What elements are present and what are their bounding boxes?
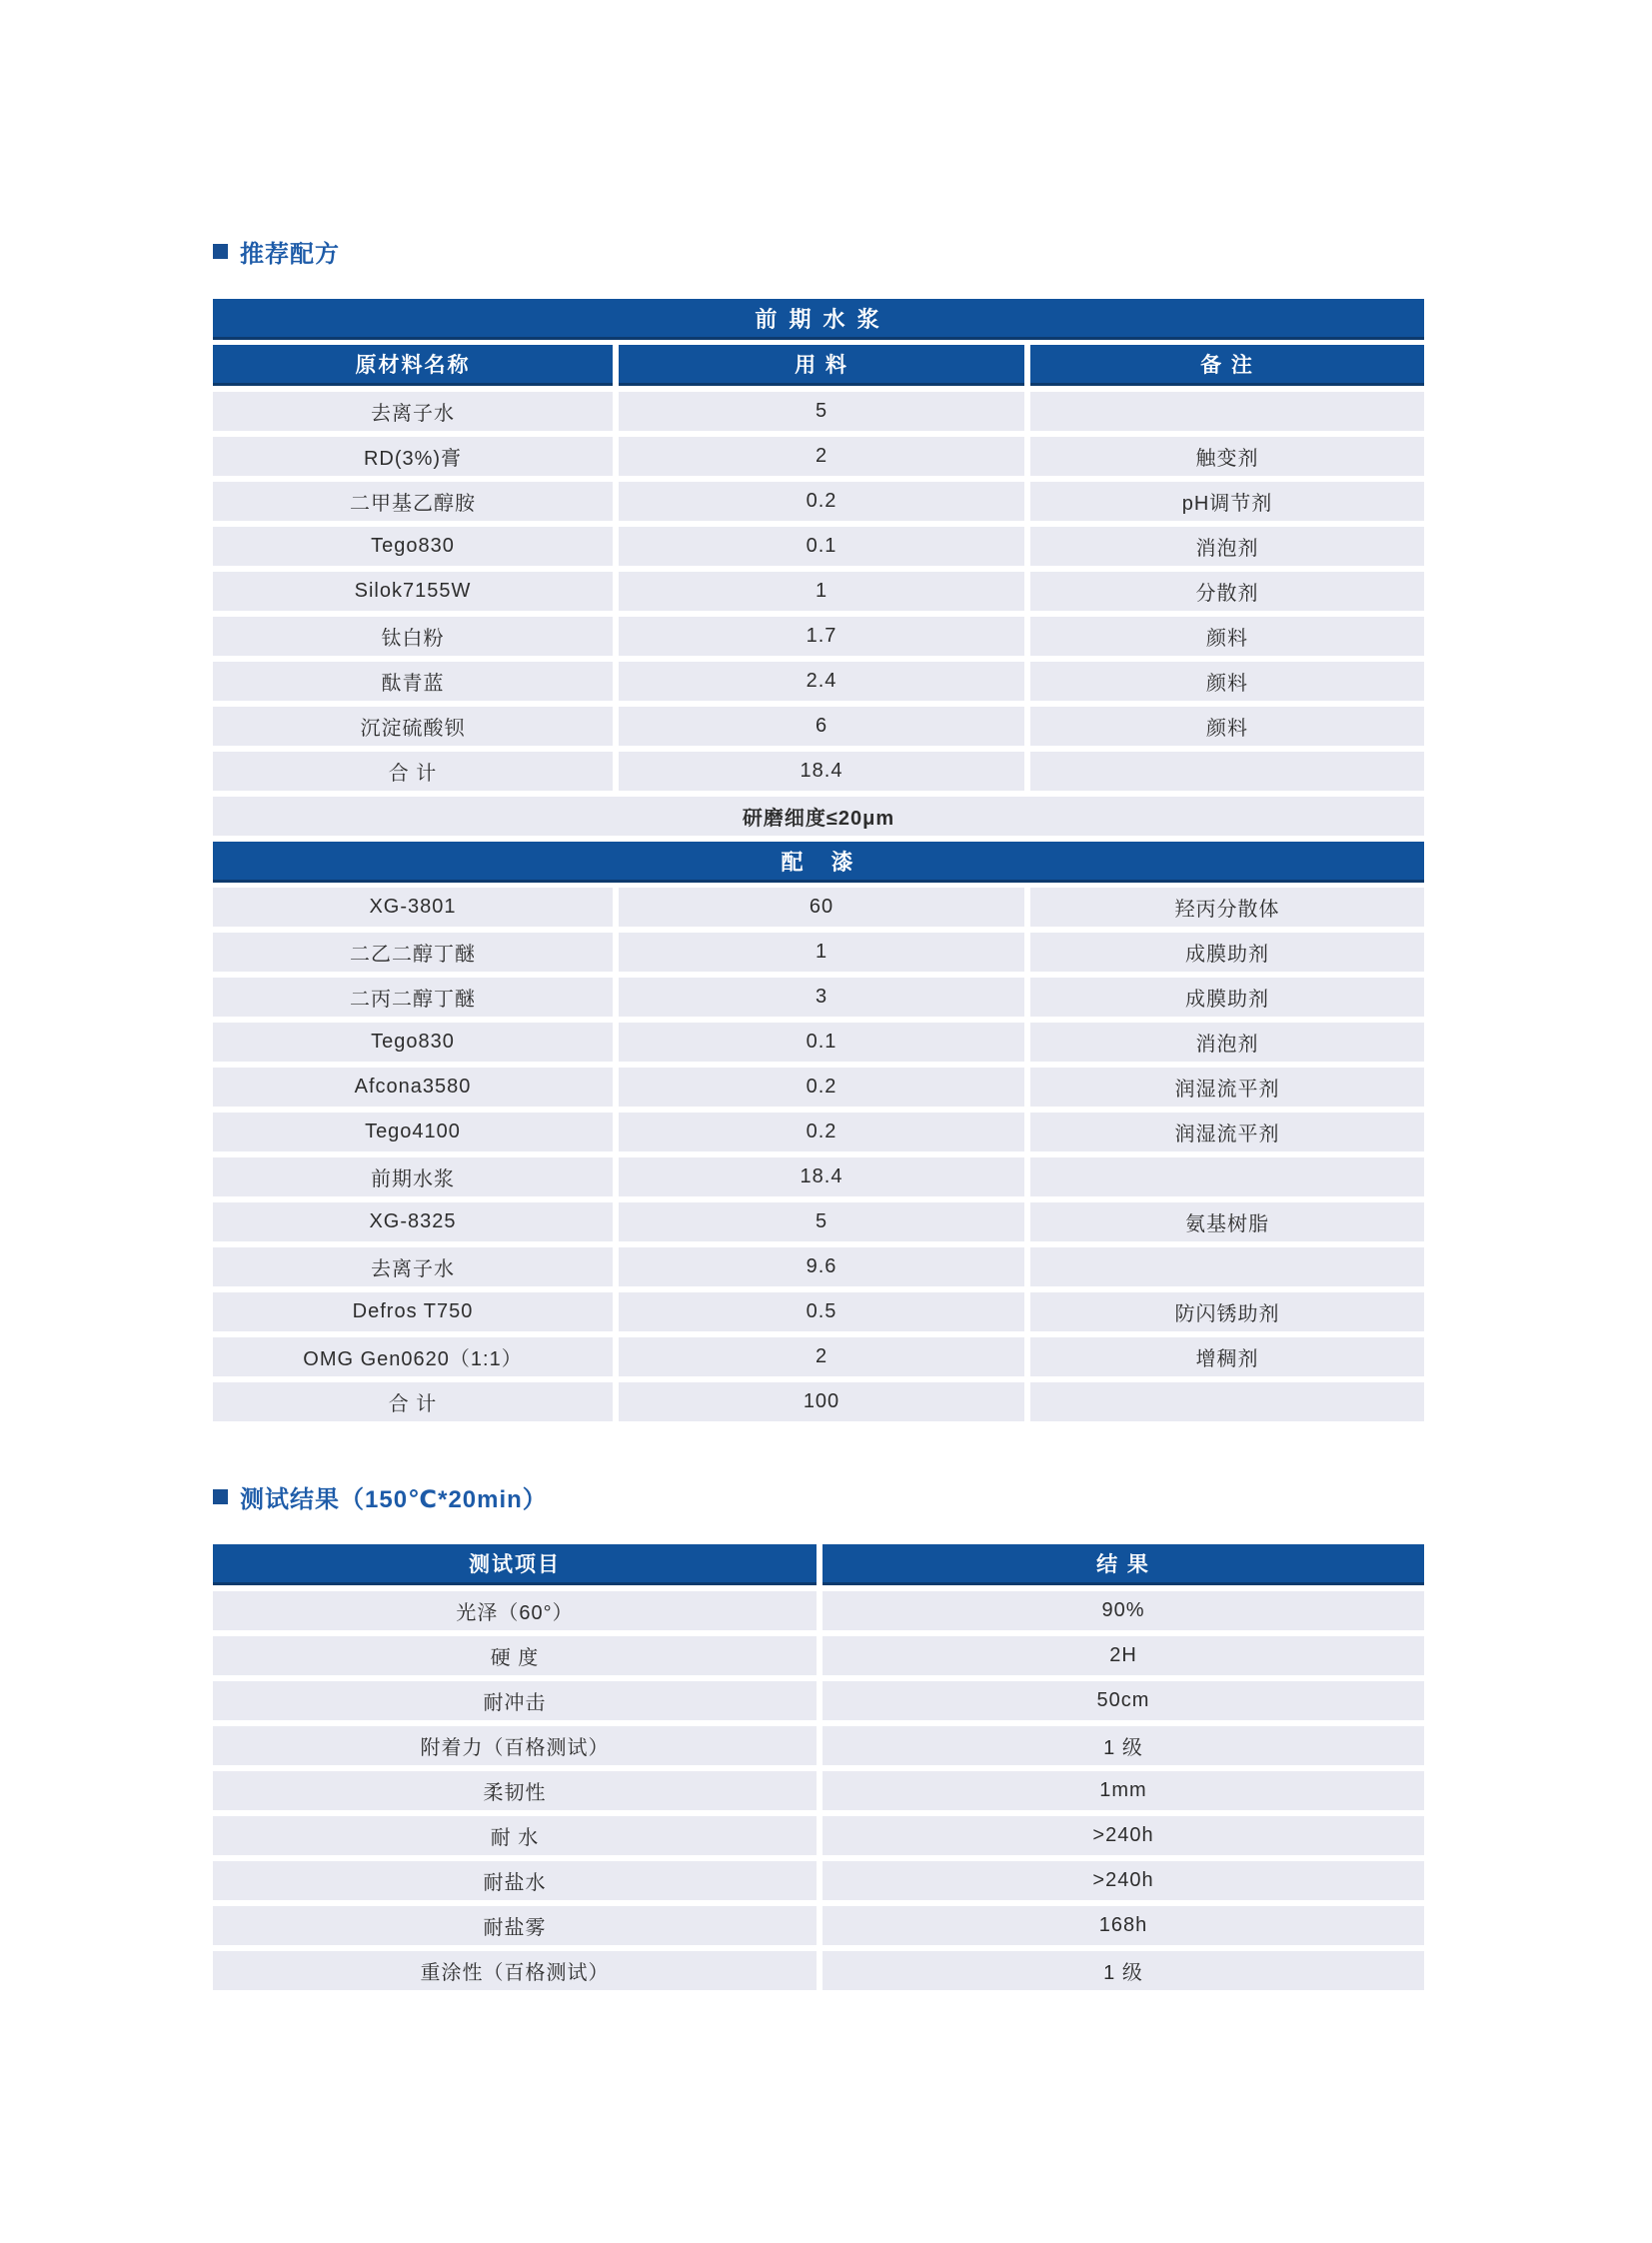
table-row [213,1906,1424,1945]
page-content [213,0,1424,1990]
table-row [213,978,1424,1017]
material-name-cell: 沉淀硫酸钡 [213,707,613,746]
remark-cell [1030,1247,1424,1286]
amount-cell: 6 [619,707,1024,746]
result-cell: 1 级 [823,1951,1424,1990]
material-name-cell: Afcona3580 [213,1068,613,1107]
column-header-test-item: 测试项目 [213,1544,817,1585]
table-row [213,888,1424,927]
table-row [213,1771,1424,1810]
amount-cell: 5 [619,1202,1024,1241]
material-name-cell: OMG Gen0620（1:1） [213,1337,613,1376]
table-row [213,1068,1424,1107]
amount-cell: 2 [619,437,1024,476]
amount-cell: 0.5 [619,1292,1024,1331]
remark-cell: 羟丙分散体 [1030,888,1424,927]
material-name-cell: 合 计 [213,752,613,791]
table-row [213,1247,1424,1286]
amount-cell: 0.2 [619,1113,1024,1151]
fineness-note-cell: 研磨细度≤20μm [213,797,1424,836]
amount-cell: 5 [619,392,1024,431]
group-header-premix: 前 期 水 浆 [213,299,1424,340]
remark-cell: 成膜助剂 [1030,933,1424,972]
remark-cell: 防闪锈助剂 [1030,1292,1424,1331]
group-header-paint-mixing: 配 漆 [213,842,1424,883]
remark-cell: 消泡剂 [1030,1023,1424,1062]
table-row [213,1951,1424,1990]
formula-table [213,299,1424,1421]
remark-cell: 增稠剂 [1030,1337,1424,1376]
material-name-cell: Tego4100 [213,1113,613,1151]
result-cell: 50cm [823,1681,1424,1720]
remark-cell: pH调节剂 [1030,482,1424,521]
amount-cell: 1 [619,933,1024,972]
amount-cell: 1 [619,572,1024,611]
amount-cell: 60 [619,888,1024,927]
test-section-title [213,1479,1424,1514]
remark-cell: 润湿流平剂 [1030,1068,1424,1107]
material-name-cell: 去离子水 [213,1247,613,1286]
table-row [213,662,1424,701]
material-name-cell: Defros T750 [213,1292,613,1331]
amount-cell: 100 [619,1382,1024,1421]
test-result-rows [213,1591,1424,1990]
material-name-cell: 钛白粉 [213,617,613,656]
material-name-cell: 酞青蓝 [213,662,613,701]
table-row [213,752,1424,791]
table-row [213,1202,1424,1241]
remark-cell: 颜料 [1030,662,1424,701]
amount-cell: 2 [619,1337,1024,1376]
table-row [213,1726,1424,1765]
material-name-cell: 二甲基乙醇胺 [213,482,613,521]
table-row [213,572,1424,611]
remark-cell: 消泡剂 [1030,527,1424,566]
material-name-cell: 二丙二醇丁醚 [213,978,613,1017]
table-row [213,1292,1424,1331]
material-name-cell: XG-8325 [213,1202,613,1241]
column-header-amount: 用 料 [619,345,1024,386]
remark-cell [1030,392,1424,431]
amount-cell: 3 [619,978,1024,1017]
remark-cell: 氨基树脂 [1030,1202,1424,1241]
table-row [213,392,1424,431]
test-item-cell: 耐盐水 [213,1861,817,1900]
premix-rows [213,392,1424,791]
test-item-cell: 柔韧性 [213,1771,817,1810]
test-item-cell: 耐 水 [213,1816,817,1855]
result-cell: 1mm [823,1771,1424,1810]
table-row [213,1157,1424,1196]
remark-cell: 颜料 [1030,707,1424,746]
remark-cell [1030,1382,1424,1421]
test-results-table [213,1544,1424,1990]
table-row [213,527,1424,566]
material-name-cell: 前期水浆 [213,1157,613,1196]
amount-cell: 9.6 [619,1247,1024,1286]
column-header-result: 结 果 [823,1544,1424,1585]
table-row [213,1861,1424,1900]
formula-section-title-text: 推荐配方 [240,241,340,268]
table-row [213,1591,1424,1630]
test-item-cell: 硬 度 [213,1636,817,1675]
amount-cell: 0.1 [619,527,1024,566]
test-section-title-text: 测试结果（150℃*20min） [240,1486,548,1513]
result-cell: 90% [823,1591,1424,1630]
amount-cell: 1.7 [619,617,1024,656]
amount-cell: 18.4 [619,1157,1024,1196]
table-row [213,1113,1424,1151]
formula-section-title [213,234,1424,269]
amount-cell: 0.2 [619,482,1024,521]
table-row [213,707,1424,746]
paint-mixing-rows [213,888,1424,1421]
table-row [213,1023,1424,1062]
result-cell: 168h [823,1906,1424,1945]
material-name-cell: RD(3%)膏 [213,437,613,476]
result-cell: 1 级 [823,1726,1424,1765]
table-row [213,1636,1424,1675]
test-item-cell: 附着力（百格测试） [213,1726,817,1765]
amount-cell: 2.4 [619,662,1024,701]
remark-cell [1030,752,1424,791]
remark-cell: 分散剂 [1030,572,1424,611]
test-item-cell: 重涂性（百格测试） [213,1951,817,1990]
blue-square-bullet-icon [213,1489,228,1504]
table-row [213,1382,1424,1421]
material-name-cell: Tego830 [213,527,613,566]
table-row [213,482,1424,521]
remark-cell: 颜料 [1030,617,1424,656]
column-header-remark: 备 注 [1030,345,1424,386]
test-item-cell: 耐盐雾 [213,1906,817,1945]
table-row [213,437,1424,476]
remark-cell [1030,1157,1424,1196]
test-item-cell: 光泽（60°） [213,1591,817,1630]
amount-cell: 0.1 [619,1023,1024,1062]
remark-cell: 触变剂 [1030,437,1424,476]
remark-cell: 成膜助剂 [1030,978,1424,1017]
result-cell: 2H [823,1636,1424,1675]
fineness-note-row [213,797,1424,836]
material-name-cell: 合 计 [213,1382,613,1421]
result-cell: >240h [823,1816,1424,1855]
table-row [213,1816,1424,1855]
table-row [213,1337,1424,1376]
material-name-cell: Silok7155W [213,572,613,611]
amount-cell: 18.4 [619,752,1024,791]
material-name-cell: XG-3801 [213,888,613,927]
test-column-header-row [213,1544,1424,1585]
material-name-cell: 二乙二醇丁醚 [213,933,613,972]
formula-column-header-row [213,345,1424,386]
table-row [213,1681,1424,1720]
table-row [213,617,1424,656]
material-name-cell: Tego830 [213,1023,613,1062]
table-row [213,933,1424,972]
result-cell: >240h [823,1861,1424,1900]
remark-cell: 润湿流平剂 [1030,1113,1424,1151]
column-header-material: 原材料名称 [213,345,613,386]
amount-cell: 0.2 [619,1068,1024,1107]
test-item-cell: 耐冲击 [213,1681,817,1720]
blue-square-bullet-icon [213,244,228,259]
material-name-cell: 去离子水 [213,392,613,431]
